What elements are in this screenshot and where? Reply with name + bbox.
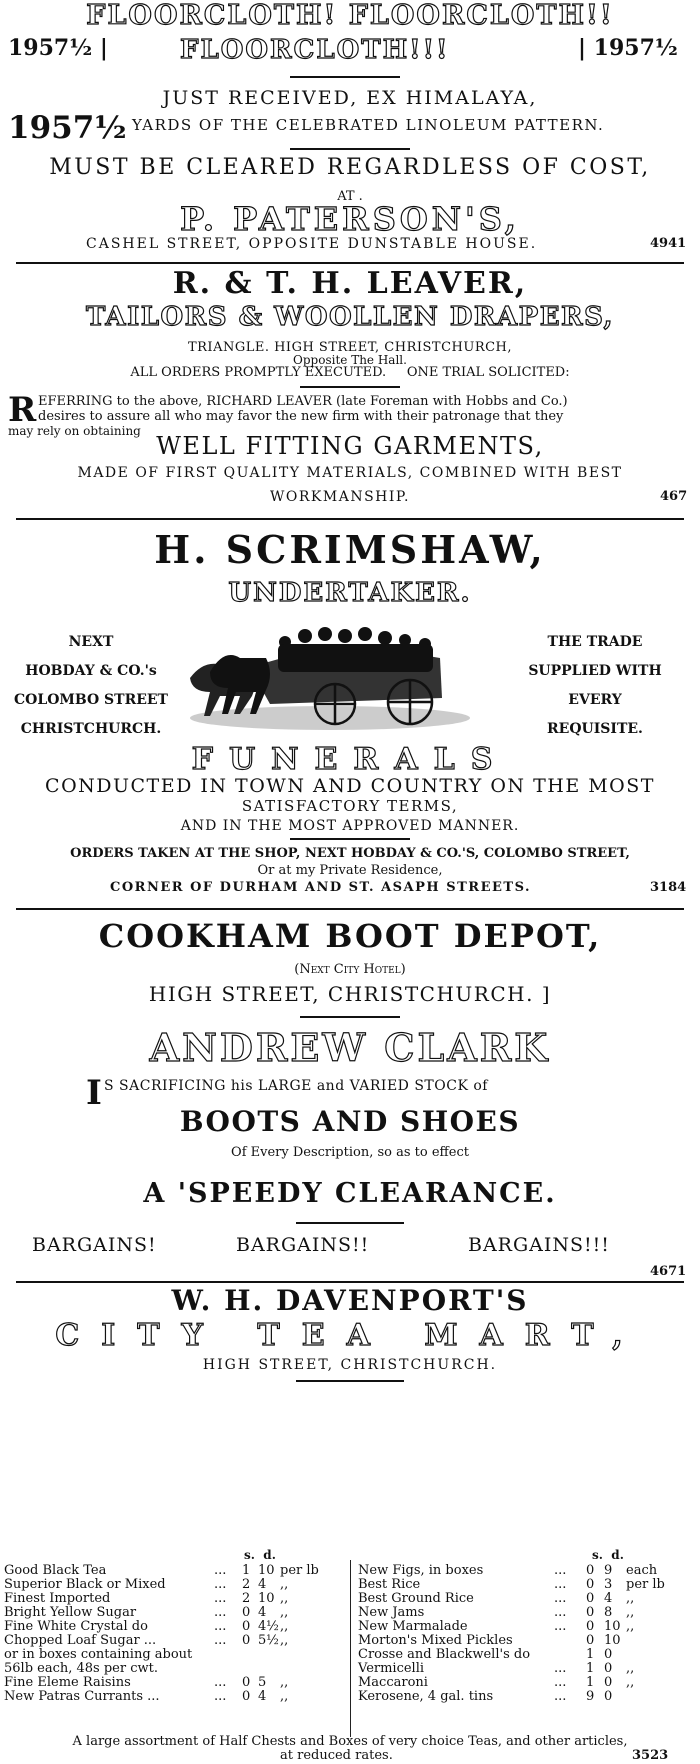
item-shillings: 0 — [586, 1563, 595, 1578]
item-shillings: 0 — [242, 1633, 251, 1648]
price-row — [4, 1620, 696, 1634]
price-header-left — [244, 1548, 276, 1562]
shillings-header: s. — [592, 1548, 603, 1562]
item-shillings: 0 — [242, 1619, 251, 1634]
item-dots: ... — [554, 1605, 567, 1620]
column-gap — [346, 1634, 354, 1648]
item-name: Best Rice — [358, 1577, 421, 1592]
item-dots: ... — [214, 1633, 227, 1648]
item-dots — [214, 1648, 242, 1662]
item-pence: 0 — [604, 1661, 613, 1676]
column-gap — [346, 1648, 354, 1662]
num-left: 1957½ | — [8, 35, 108, 61]
scrimshaw-trade: UNDERTAKER. — [228, 578, 472, 608]
item-name: Fine White Crystal do — [4, 1619, 148, 1634]
item-unit: ,, — [280, 1619, 289, 1634]
item-name: Superior Black or Mixed — [4, 1577, 166, 1592]
item-dots: ... — [214, 1605, 227, 1620]
scrimshaw-left-block — [6, 628, 176, 744]
must-be-cleared: MUST BE CLEARED REGARDLESS OF COST, — [49, 155, 651, 180]
item-shillings: 1 — [242, 1563, 251, 1578]
column-gap — [346, 1578, 354, 1592]
pence-header: d. — [611, 1548, 624, 1562]
item-name: or in boxes containing about — [4, 1647, 193, 1662]
item-shillings: 0 — [586, 1633, 595, 1648]
item-dots: ... — [554, 1619, 567, 1634]
item-pence: 10 — [604, 1619, 621, 1634]
item-name: Chopped Loaf Sugar ... — [4, 1633, 157, 1648]
item-unit — [626, 1690, 696, 1704]
item-pence: 0 — [604, 1675, 613, 1690]
column-gap — [346, 1592, 354, 1606]
item-dots: ... — [554, 1563, 567, 1578]
item-pence: 0 — [604, 1647, 613, 1662]
corner-line: CORNER OF DURHAM AND ST. ASAPH STREETS. — [110, 880, 532, 895]
item-unit: ,, — [626, 1619, 635, 1634]
manner-line: AND IN THE MOST APPROVED MANNER. — [180, 818, 520, 834]
leaver-body-2: desires to assure all who may favor the new firm with their patronage that they — [38, 409, 564, 424]
item-pence: 4 — [258, 1577, 267, 1592]
column-gap — [346, 1676, 354, 1690]
conducted-line: CONDUCTED IN TOWN AND COUNTRY ON THE MOST — [45, 775, 655, 797]
price-row — [4, 1634, 696, 1648]
corner-row — [0, 880, 700, 900]
tea-footer-row — [0, 1748, 700, 1764]
item-shillings — [242, 1648, 258, 1662]
ref-number: 4941 — [650, 236, 687, 251]
funerals-heading: FUNERALS — [191, 742, 509, 777]
item-pence — [258, 1648, 280, 1662]
item-dots — [214, 1662, 242, 1676]
item-unit — [280, 1662, 346, 1676]
item-dots: ... — [554, 1675, 567, 1690]
price-row — [4, 1592, 696, 1606]
left-line: COLOMBO STREET — [14, 692, 168, 708]
cookham-next: (Next City Hotel) — [294, 962, 406, 977]
yards-text: YARDS OF THE CELEBRATED LINOLEUM PATTERN. — [132, 116, 605, 134]
item-shillings: 0 — [242, 1605, 251, 1620]
clark-dropcap: I — [86, 1073, 102, 1113]
item-dots: ... — [554, 1661, 567, 1676]
price-list — [4, 1564, 696, 1704]
item-pence: 9 — [604, 1563, 613, 1578]
leaver-orders: ALL ORDERS PROMPTLY EXECUTED. ONE TRIAL SOLICITED: — [130, 365, 570, 380]
yards-row — [0, 110, 700, 150]
left-line: HOBDAY & CO.'s — [25, 663, 157, 679]
davenport-name: W. H. DAVENPORT'S — [171, 1284, 529, 1317]
item-unit: ,, — [626, 1591, 635, 1606]
price-row — [4, 1690, 696, 1704]
item-name: New Jams — [358, 1605, 425, 1620]
bargains-1: BARGAINS! — [32, 1234, 157, 1256]
paterson-address: CASHEL STREET, OPPOSITE DUNSTABLE HOUSE. — [86, 236, 538, 252]
paterson-address-row — [0, 236, 700, 256]
leaver-dropcap: R — [8, 390, 37, 430]
item-pence: 4½ — [258, 1619, 279, 1634]
leaver-opposite: Opposite The Hall. — [293, 353, 407, 367]
item-name: Vermicelli — [358, 1661, 425, 1676]
every-description: Of Every Description, so as to effect — [231, 1145, 469, 1160]
item-shillings: 1 — [586, 1661, 595, 1676]
item-pence: 3 — [604, 1577, 613, 1592]
city-tea-mart: CITY TEA MART, — [55, 1318, 645, 1353]
item-pence: 5 — [258, 1675, 267, 1690]
leaver-workmanship: WORKMANSHIP. — [270, 489, 410, 505]
item-unit: ,, — [280, 1689, 289, 1704]
column-gap — [346, 1564, 354, 1578]
item-name: New Patras Currants ... — [4, 1689, 160, 1704]
item-shillings: 1 — [586, 1675, 595, 1690]
headline: FLOORCLOTH! FLOORCLOTH!! — [86, 0, 614, 31]
item-shillings: 1 — [586, 1647, 595, 1662]
leaver-trade: TAILORS & WOOLLEN DRAPERS, — [85, 302, 615, 332]
item-dots: ... — [214, 1591, 227, 1606]
item-unit — [626, 1648, 696, 1662]
right-line: SUPPLIED WITH — [528, 663, 662, 679]
item-name: Kerosene, 4 gal. tins — [358, 1689, 494, 1704]
item-shillings: 0 — [242, 1689, 251, 1704]
item-dots: ... — [214, 1689, 227, 1704]
price-row — [4, 1662, 696, 1676]
paterson-name: P. PATERSON'S, — [180, 200, 520, 238]
leaver-name: R. & T. H. LEAVER, — [172, 266, 528, 301]
item-name: New Figs, in boxes — [358, 1563, 484, 1578]
orders-line: ORDERS TAKEN AT THE SHOP, NEXT HOBDAY & CO.'S, COLOMBO STREET, — [70, 846, 630, 861]
leaver-body-1: EFERRING to the above, RICHARD LEAVER (late Foreman with Hobbs and Co.) — [38, 394, 568, 409]
shillings-header: s. — [244, 1548, 255, 1562]
item-pence: 10 — [258, 1591, 275, 1606]
cookham-name: COOKHAM BOOT DEPOT, — [98, 917, 602, 955]
item-pence: 10 — [604, 1633, 621, 1648]
item-dots: ... — [554, 1577, 567, 1592]
item-shillings: 9 — [586, 1689, 595, 1704]
scrimshaw-right-block — [500, 628, 690, 744]
item-unit: ,, — [626, 1605, 635, 1620]
item-pence: 8 — [604, 1605, 613, 1620]
item-dots: ... — [214, 1563, 227, 1578]
price-row — [4, 1606, 696, 1620]
item-name: Good Black Tea — [4, 1563, 107, 1578]
leaver-workmanship-row — [0, 489, 700, 509]
leaver-address: TRIANGLE. HIGH STREET, CHRISTCHURCH, — [187, 340, 513, 355]
item-shillings: 0 — [586, 1605, 595, 1620]
pence-header: d. — [263, 1548, 276, 1562]
item-unit: per lb — [626, 1577, 665, 1592]
bargains-2: BARGAINS!! — [236, 1234, 370, 1256]
item-unit: ,, — [280, 1675, 289, 1690]
item-unit: ,, — [280, 1591, 289, 1606]
leaver-materials: MADE OF FIRST QUALITY MATERIALS, COMBINED WITH BEST — [77, 465, 623, 481]
item-shillings: 2 — [242, 1577, 251, 1592]
column-gap — [346, 1662, 354, 1676]
item-name: Crosse and Blackwell's do — [358, 1647, 531, 1662]
item-dots — [554, 1648, 586, 1662]
item-pence: 4 — [258, 1605, 267, 1620]
bargains-3: BARGAINS!!! — [468, 1234, 610, 1256]
item-name: Fine Eleme Raisins — [4, 1675, 131, 1690]
at-text: AT . — [337, 189, 363, 204]
item-unit — [626, 1634, 696, 1648]
item-shillings: 0 — [586, 1619, 595, 1634]
item-unit: ,, — [280, 1605, 289, 1620]
column-gap — [346, 1690, 354, 1704]
item-shillings: 0 — [242, 1675, 251, 1690]
left-line: CHRISTCHURCH. — [20, 721, 162, 737]
speedy-clearance: A 'SPEEDY CLEARANCE. — [143, 1178, 557, 1209]
column-gap — [346, 1606, 354, 1620]
private-residence: Or at my Private Residence, — [257, 863, 443, 878]
item-name: Maccaroni — [358, 1675, 428, 1690]
item-shillings: 2 — [242, 1591, 251, 1606]
item-shillings — [242, 1662, 258, 1676]
item-pence: 0 — [604, 1689, 613, 1704]
price-row — [4, 1648, 696, 1662]
leaver-garments: WELL FITTING GARMENTS, — [156, 432, 544, 460]
item-pence — [258, 1662, 280, 1676]
tea-footer-1: A large assortment of Half Chests and Boxes of very choice Teas, and other articles, — [72, 1734, 628, 1749]
item-unit: per lb — [280, 1563, 319, 1578]
item-pence: 5½ — [258, 1633, 279, 1648]
column-gap — [346, 1620, 354, 1634]
item-dots — [554, 1634, 586, 1648]
andrew-clark: ANDREW CLARK — [149, 1025, 551, 1070]
sacrificing-line: S SACRIFICING his LARGE and VARIED STOCK of — [104, 1078, 488, 1094]
leaver-body-3: may rely on obtaining — [8, 424, 141, 438]
right-line: REQUISITE. — [547, 721, 643, 737]
item-name: New Marmalade — [358, 1619, 468, 1634]
item-name: Morton's Mixed Pickles — [358, 1633, 513, 1648]
item-unit: ,, — [626, 1661, 635, 1676]
big-number: 1957½ — [8, 110, 127, 146]
just-received: JUST RECEIVED, EX HIMALAYA, — [162, 87, 538, 109]
item-name: 56lb each, 48s per cwt. — [4, 1661, 158, 1676]
item-unit: each — [626, 1563, 658, 1578]
davenport-street: HIGH STREET, CHRISTCHURCH. — [202, 1357, 498, 1373]
item-shillings: 0 — [586, 1591, 595, 1606]
ref-number: 3523 — [632, 1748, 669, 1763]
item-dots: ... — [554, 1689, 567, 1704]
item-name: Bright Yellow Sugar — [4, 1605, 137, 1620]
ref-number: 4671 — [650, 1264, 687, 1279]
item-unit: ,, — [280, 1633, 289, 1648]
ref-number: 467 — [660, 489, 688, 504]
satisfactory-line: SATISFACTORY TERMS, — [241, 797, 459, 815]
price-header-right — [592, 1548, 624, 1562]
headline-2: FLOORCLOTH!!! — [180, 35, 450, 65]
item-pence: 4 — [258, 1689, 267, 1704]
item-unit — [280, 1648, 346, 1662]
item-name: Finest Imported — [4, 1591, 111, 1606]
price-row — [4, 1578, 696, 1592]
right-line: EVERY — [568, 692, 622, 708]
headline-row — [0, 35, 700, 67]
right-line: THE TRADE — [547, 634, 643, 650]
item-pence: 10 — [258, 1563, 275, 1578]
left-line: NEXT — [68, 634, 114, 650]
item-dots: ... — [214, 1577, 227, 1592]
tea-footer-2: at reduced rates. — [280, 1748, 393, 1763]
price-row — [4, 1676, 696, 1690]
boots-and-shoes: BOOTS AND SHOES — [179, 1105, 521, 1138]
ref-number: 3184 — [650, 880, 687, 895]
item-unit: ,, — [626, 1675, 635, 1690]
item-shillings: 0 — [586, 1577, 595, 1592]
item-name: Best Ground Rice — [358, 1591, 474, 1606]
item-dots: ... — [554, 1591, 567, 1606]
item-unit: ,, — [280, 1577, 289, 1592]
item-pence: 4 — [604, 1591, 613, 1606]
item-dots: ... — [214, 1675, 227, 1690]
item-dots: ... — [214, 1619, 227, 1634]
scrimshaw-name: H. SCRIMSHAW, — [154, 527, 546, 572]
hearse-carriage-illustration — [180, 618, 470, 736]
price-row — [4, 1564, 696, 1578]
cookham-street: HIGH STREET, CHRISTCHURCH. ] — [148, 982, 552, 1006]
bargains-row — [0, 1234, 700, 1264]
num-right: | 1957½ — [578, 35, 678, 61]
